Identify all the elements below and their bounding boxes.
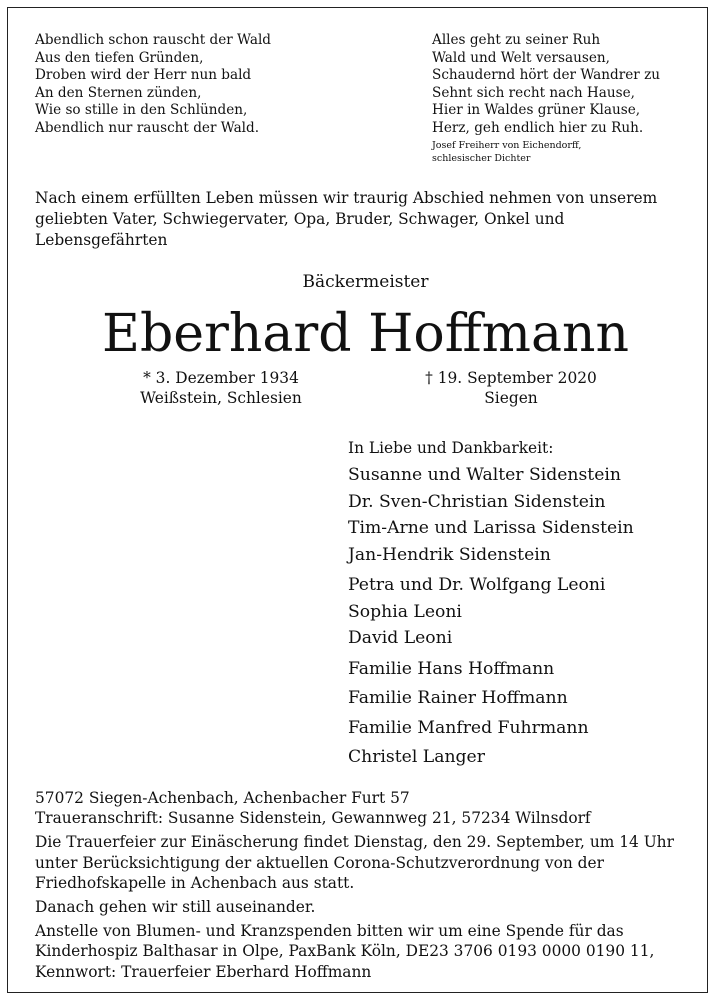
poem-line: Abendlich nur rauscht der Wald. <box>35 119 260 136</box>
poem-line: Schaudernd hört der Wandrer zu <box>432 67 660 84</box>
poem-line: Aus den tiefen Gründen, <box>35 49 204 66</box>
details-block <box>35 788 705 982</box>
mourners-heading: In Liebe und Dankbarkeit: <box>348 439 554 457</box>
poem-line: Abendlich schon rauscht der Wald <box>35 32 272 48</box>
poem-line: Sehnt sich recht nach Hause, <box>432 84 635 101</box>
mourner-name: Familie Rainer Hoffmann <box>348 688 568 708</box>
poem-line: Wie so stille in den Schlünden, <box>35 102 248 119</box>
poem-line: Hier in Waldes grüner Klause, <box>432 102 641 119</box>
mourners-list <box>348 462 634 771</box>
deceased-title: Bäckermeister <box>302 272 429 292</box>
deceased-name: Eberhard Hoffmann <box>102 304 629 364</box>
poem-right-stanza <box>432 32 660 166</box>
death-info <box>406 368 616 408</box>
donation-info: Anstelle von Blumen- und Kranzspenden bitten wir um eine Spende für das Kinderhospiz Balthasar in Olpe, PaxBank Köln, DE23 3706 0193 0000 0190 11, Kennwort: Trauerfeier Eberhard Hoffmann <box>35 922 655 981</box>
mourner-name: Petra und Dr. Wolfgang Leoni <box>348 575 606 595</box>
mourning-address: Traueranschrift: Susanne Sidenstein, Gewannweg 21, 57234 Wilnsdorf <box>35 809 591 828</box>
mourner-name: Sophia Leoni <box>348 601 462 622</box>
mourner-name: Dr. Sven-Christian Sidenstein <box>348 491 606 512</box>
poem-line: Droben wird der Herr nun bald <box>35 67 252 84</box>
mourner-name: Tim-Arne und Larissa Sidenstein <box>348 518 634 538</box>
mourner-name: David Leoni <box>348 628 453 648</box>
farewell-note: Danach gehen wir still auseinander. <box>35 898 316 917</box>
mourner-name: Christel Langer <box>348 747 485 767</box>
intro-text: Nach einem erfüllten Leben müssen wir traurig Abschied nehmen von unserem geliebten Vater, Schwiegervater, Opa, Bruder, Schwager, Onkel und Lebensgefährten <box>35 189 658 249</box>
birth-place: Weißstein, Schlesien <box>140 389 302 407</box>
poem-left-stanza <box>35 32 271 138</box>
poem-line: Alles geht zu seiner Ruh <box>432 32 601 48</box>
poem-line: An den Sternen zünden, <box>35 84 202 101</box>
obituary-frame <box>7 7 708 993</box>
mourner-name: Jan-Hendrik Sidenstein <box>348 544 551 565</box>
poem-author-note: schlesischer Dichter <box>432 153 531 165</box>
mourner-name: Familie Hans Hoffmann <box>348 658 555 679</box>
birth-date: * 3. Dezember 1934 <box>143 369 299 387</box>
death-place: Siegen <box>484 389 538 407</box>
death-date: † 19. September 2020 <box>425 369 597 387</box>
service-info: Die Trauerfeier zur Einäscherung findet Dienstag, den 29. September, um 14 Uhr unter Berücksichtigung der aktuellen Corona-Schutzverordnung von der Friedhofskapelle in Achenbach aus statt. <box>35 833 674 892</box>
poem-line: Herz, geh endlich hier zu Ruh. <box>432 119 644 136</box>
poem-line: Wald und Welt versausen, <box>432 49 610 66</box>
mourner-name: Familie Manfred Fuhrmann <box>348 717 589 738</box>
home-address: 57072 Siegen-Achenbach, Achenbacher Furt 57 <box>35 789 410 807</box>
poem-author: Josef Freiherr von Eichendorff, <box>432 139 582 151</box>
birth-info <box>116 368 326 408</box>
mourner-name: Susanne und Walter Sidenstein <box>348 465 621 485</box>
